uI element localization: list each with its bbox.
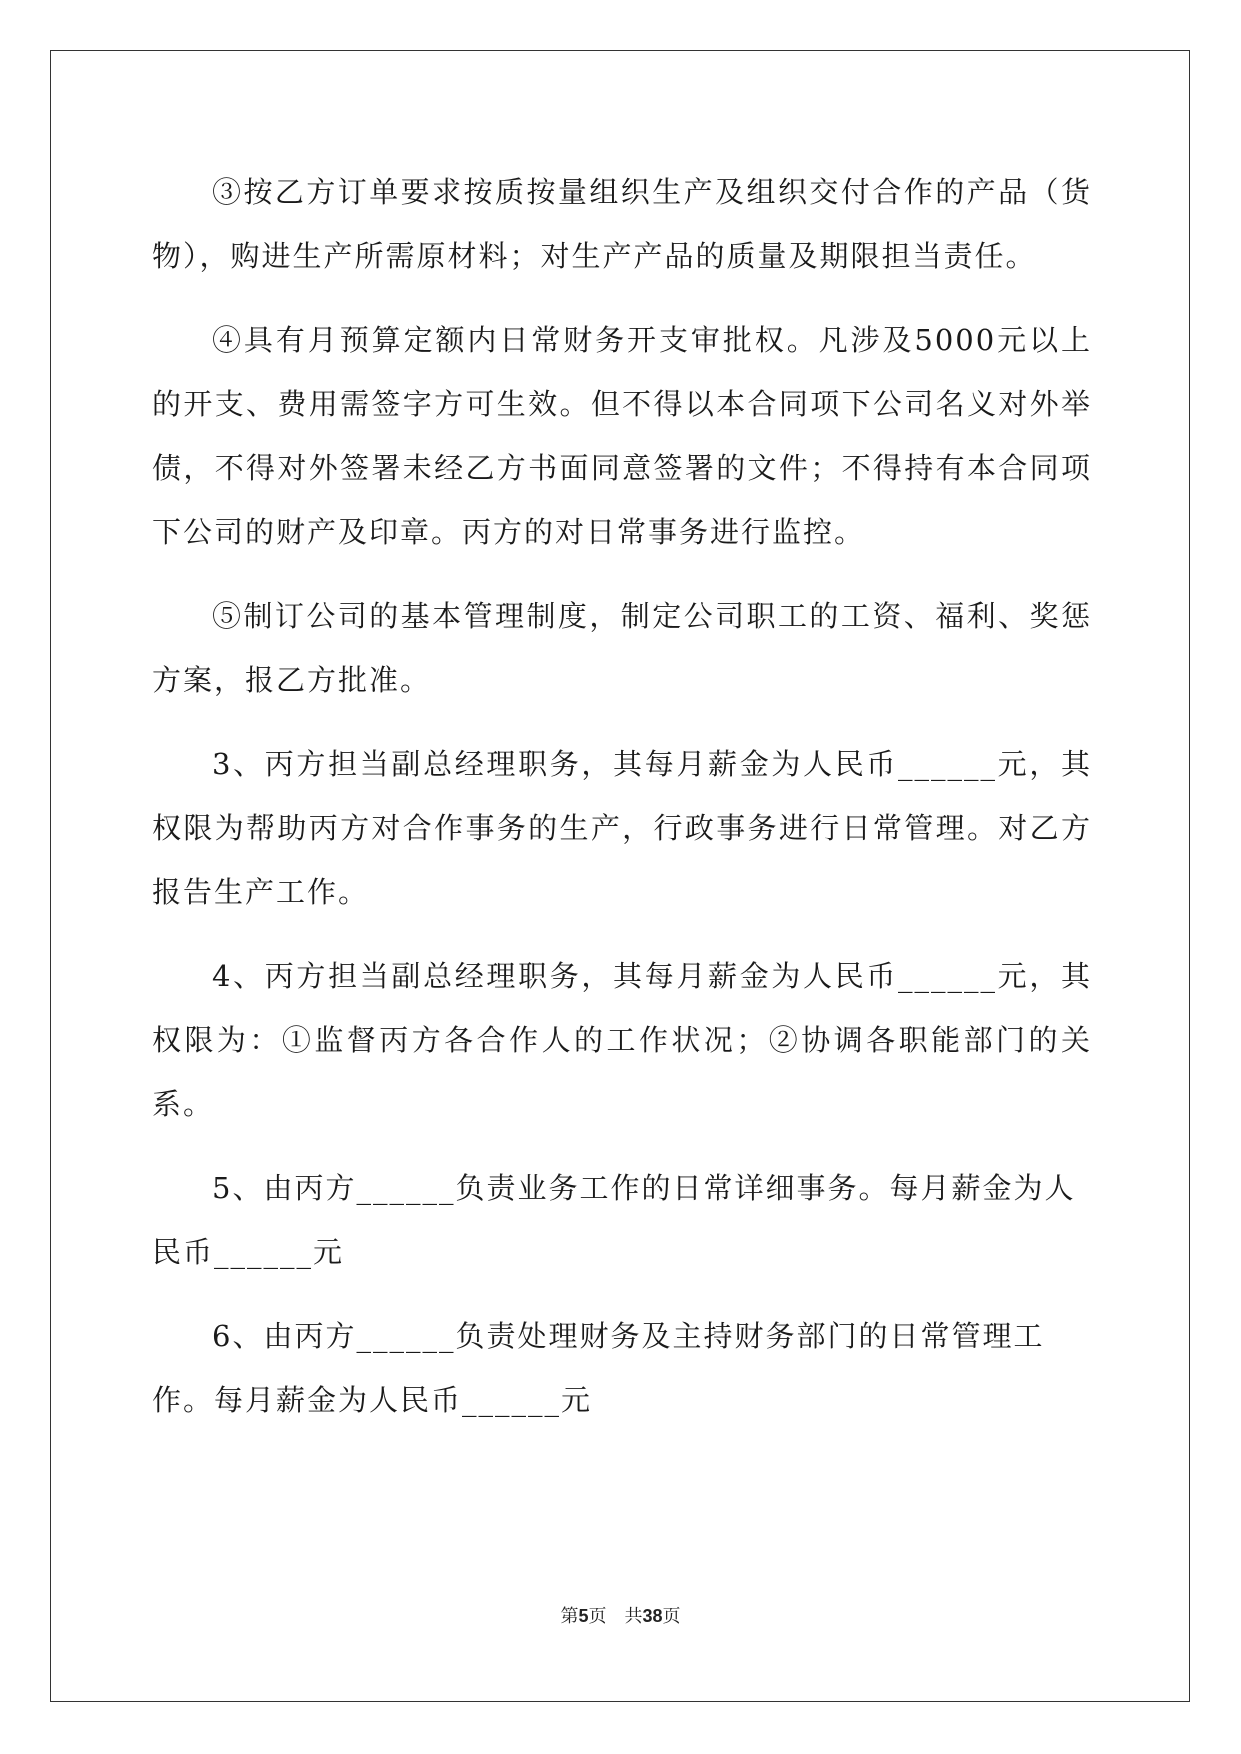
page-footer — [0, 1604, 1241, 1629]
footer-prefix: 第 — [560, 1606, 579, 1627]
paragraph-clause-6: 6、由丙方______负责处理财务及主持财务部门的日常管理工作。每月薪金为人民币______元 — [152, 1319, 1045, 1417]
footer-suffix: 页 — [662, 1606, 681, 1627]
paragraph-item-3: ③按乙方订单要求按质按量组织生产及组织交付合作的产品（货物），购进生产所需原材料；对生产产品的质量及期限担当责任。 — [152, 175, 1092, 273]
current-page-number: 5 — [578, 1606, 589, 1626]
paragraph-item-4: ④具有月预算定额内日常财务开支审批权。凡涉及5000元以上的开支、费用需签字方可生效。但不得以本合同项下公司名义对外举债，不得对外签署未经乙方书面同意签署的文件；不得持有本合同项下公司的财产及印章。丙方的对日常事务进行监控。 — [152, 323, 1092, 549]
document-body — [152, 160, 1092, 1452]
paragraph-clause-5: 5、由丙方______负责业务工作的日常详细事务。每月薪金为人民币______元 — [152, 1171, 1076, 1269]
footer-middle: 页 共 — [588, 1606, 643, 1627]
paragraph-item-5: ⑤制订公司的基本管理制度，制定公司职工的工资、福利、奖惩方案，报乙方批准。 — [152, 599, 1092, 697]
paragraph-clause-3: 3、丙方担当副总经理职务，其每月薪金为人民币______元，其权限为帮助丙方对合作事务的生产，行政事务进行日常管理。对乙方报告生产工作。 — [152, 747, 1092, 909]
paragraph-clause-4: 4、丙方担当副总经理职务，其每月薪金为人民币______元，其权限为：①监督丙方各合作人的工作状况；②协调各职能部门的关系。 — [152, 959, 1092, 1121]
total-page-number: 38 — [642, 1606, 663, 1626]
